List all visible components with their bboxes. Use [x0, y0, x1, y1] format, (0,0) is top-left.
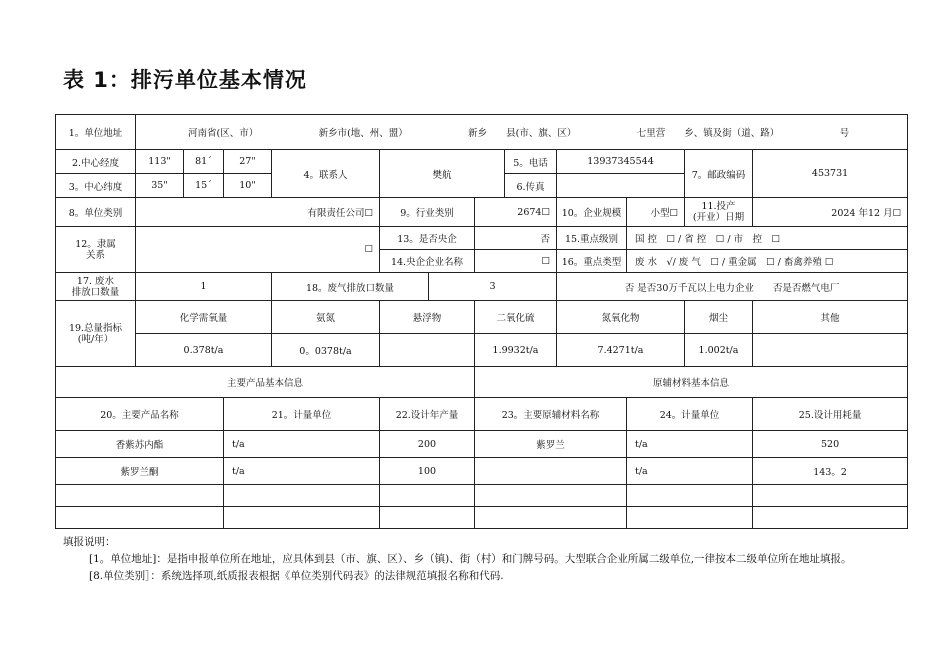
category-row — [56, 198, 908, 227]
totals-value-ammonia: 0。0378t/a — [272, 334, 380, 367]
empty-cell — [56, 507, 224, 529]
table-row — [56, 458, 908, 485]
totals-label — [56, 301, 136, 367]
empty-cell — [224, 485, 380, 507]
product-material-header-row — [56, 398, 908, 431]
address-city: 新乡市(地、州、盟） — [318, 128, 408, 139]
industry-label: 9。行业类别 — [380, 198, 475, 227]
totals-label-text: 19.总量指标 (吨/年） — [68, 322, 123, 345]
table-row — [56, 485, 908, 507]
totals-header-ss: 悬浮物 — [380, 301, 475, 334]
gas-outlets-value: 3 — [429, 273, 557, 301]
material-name-cell: 紫罗兰 — [475, 431, 627, 458]
product-amount-header: 22.设计年产量 — [380, 398, 475, 431]
totals-header-row — [56, 301, 908, 334]
central-value: 否 — [475, 227, 557, 250]
unit-type-label: 8。单位类别 — [56, 198, 136, 227]
key-type-label: 16。重点类型 — [557, 250, 627, 273]
fax-label: 6.传真 — [505, 174, 557, 198]
totals-header-cod: 化学需氧量 — [136, 301, 272, 334]
central-label: 13。是否央企 — [380, 227, 475, 250]
central-row — [56, 227, 908, 250]
empty-cell — [627, 485, 753, 507]
address-province: 河南省(区、市） — [188, 128, 259, 139]
page-title: 表 1：排污单位基本情况 — [63, 68, 307, 92]
affiliation-label-text: 12。隶属 关系 — [75, 238, 116, 261]
start-date-label — [685, 198, 753, 227]
longitude-row — [56, 150, 908, 174]
note-address: [1。单位地址]：是指申报单位所在地址，应具体到县（市、旗、区）、乡（镇)、街（村）和门牌号码。大型联合企业所属二级单位,一律按本二级单位所在地址填报。 — [89, 553, 852, 565]
address-county: 新乡 县(市、旗、区） — [468, 128, 577, 139]
note-unit-type: [8.单位类别］：系统选择项,纸质报表根据《单位类别代码表》的法律规范填报名称和代码. — [89, 570, 504, 582]
material-amount-cell: 520 — [753, 431, 908, 458]
start-date-value: 2024 年12 月☐ — [753, 198, 908, 227]
material-name-header: 23。主要原辅材料名称 — [475, 398, 627, 431]
water-outlets-value: 1 — [136, 273, 272, 301]
product-unit-cell: t/a — [224, 458, 380, 485]
water-outlets-label — [56, 273, 136, 301]
longitude-deg: 113" — [136, 150, 184, 174]
address-number: 号 — [839, 128, 850, 139]
contact-label: 4。联系人 — [272, 150, 380, 198]
latitude-sec: 10" — [224, 174, 272, 198]
scale-value: 小型☐ — [627, 198, 685, 227]
notes-heading: 填报说明： — [63, 536, 116, 548]
empty-cell — [224, 507, 380, 529]
material-unit-cell: t/a — [627, 431, 753, 458]
material-amount-header: 25.设计用耗量 — [753, 398, 908, 431]
totals-header-so2: 二氧化硫 — [475, 301, 557, 334]
phone-label: 5。电话 — [505, 150, 557, 174]
postcode-label: 7。邮政编码 — [685, 150, 753, 198]
product-name-header: 20。主要产品名称 — [56, 398, 224, 431]
totals-value-row — [56, 334, 908, 367]
empty-cell — [475, 485, 627, 507]
industry-value: 2674☐ — [475, 198, 557, 227]
longitude-label: 2.中心经度 — [56, 150, 136, 174]
totals-header-other: 其他 — [753, 301, 908, 334]
latitude-min: 15ˊ — [184, 174, 224, 198]
address-town: 七里营 乡、镇及街（道、路） — [636, 128, 780, 139]
key-level-value: 国 控 ☐ / 省 控 ☐ / 市 控 ☐ — [627, 227, 908, 250]
affiliation-value: ☐ — [136, 227, 380, 273]
power-question: 否 是否30万千瓦以上电力企业 否是否燃气电厂 — [557, 273, 908, 301]
fax-value — [557, 174, 685, 198]
material-amount-cell: 143。2 — [753, 458, 908, 485]
affiliation-label — [56, 227, 136, 273]
products-section-title: 主要产品基本信息 — [56, 367, 475, 398]
address-value — [136, 115, 908, 150]
product-amount-cell: 200 — [380, 431, 475, 458]
table-row — [56, 507, 908, 529]
outlets-row — [56, 273, 908, 301]
material-unit-header: 24。计量单位 — [627, 398, 753, 431]
gas-outlets-label: 18。废气排放口数量 — [272, 273, 429, 301]
address-label: 1。单位地址 — [56, 115, 136, 150]
totals-header-ammonia: 氨氮 — [272, 301, 380, 334]
empty-cell — [475, 507, 627, 529]
totals-value-ss — [380, 334, 475, 367]
section-header-row — [56, 367, 908, 398]
totals-value-other — [753, 334, 908, 367]
product-unit-header: 21。计量单位 — [224, 398, 380, 431]
materials-section-title: 原辅材料基本信息 — [475, 367, 908, 398]
key-level-label: 15.重点级别 — [557, 227, 627, 250]
product-amount-cell: 100 — [380, 458, 475, 485]
totals-value-so2: 1.9932t/a — [475, 334, 557, 367]
unit-type-value: 有限责任公司☐ — [136, 198, 380, 227]
longitude-sec: 27" — [224, 150, 272, 174]
start-date-label-text: 11.投产 (开业）日期 — [692, 201, 745, 223]
longitude-min: 81ˊ — [184, 150, 224, 174]
totals-header-nox: 氮氧化物 — [557, 301, 685, 334]
central-name-label: 14.央企企业名称 — [380, 250, 475, 273]
totals-value-nox: 7.4271t/a — [557, 334, 685, 367]
key-type-value: 废 水 √/ 废 气 ☐ / 重金属 ☐ / 畜禽养殖 ☐ — [627, 250, 908, 273]
empty-cell — [627, 507, 753, 529]
contact-value: 樊航 — [380, 150, 505, 198]
totals-value-cod: 0.378t/a — [136, 334, 272, 367]
product-unit-cell: t/a — [224, 431, 380, 458]
empty-cell — [753, 507, 908, 529]
water-outlets-label-text: 17. 废水 排放口数量 — [71, 275, 120, 298]
totals-header-dust: 烟尘 — [685, 301, 753, 334]
product-name-cell: 紫罗兰酮 — [56, 458, 224, 485]
phone-value: 13937345544 — [557, 150, 685, 174]
postcode-value: 453731 — [753, 150, 908, 198]
material-unit-cell: t/a — [627, 458, 753, 485]
empty-cell — [56, 485, 224, 507]
empty-cell — [380, 485, 475, 507]
scale-label: 10。企业规模 — [557, 198, 627, 227]
table-row — [56, 431, 908, 458]
empty-cell — [380, 507, 475, 529]
empty-cell — [753, 485, 908, 507]
enterprise-info-table — [55, 114, 908, 529]
central-name-value: ☐ — [475, 250, 557, 273]
material-name-cell — [475, 458, 627, 485]
latitude-deg: 35" — [136, 174, 184, 198]
filling-notes — [63, 534, 893, 585]
product-name-cell: 香紫苏内酯 — [56, 431, 224, 458]
address-row — [56, 115, 908, 150]
totals-value-dust: 1.002t/a — [685, 334, 753, 367]
latitude-label: 3。中心纬度 — [56, 174, 136, 198]
